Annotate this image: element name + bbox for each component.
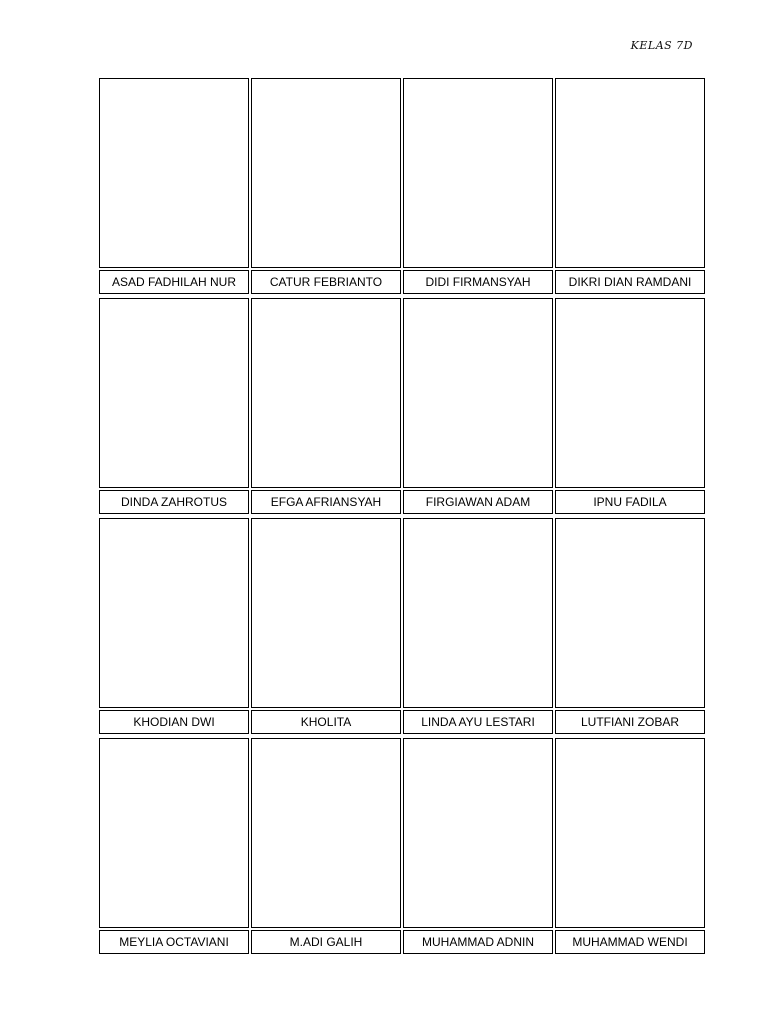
student-name: DINDA ZAHROTUS [99,490,249,514]
photo-frame [251,738,401,928]
student-name: EFGA AFRIANSYAH [251,490,401,514]
student-name: ASAD FADHILAH NUR [99,270,249,294]
student-card [99,518,249,734]
photo-frame [99,518,249,708]
photo-frame [555,78,705,268]
photo-frame [99,738,249,928]
photo-frame [555,738,705,928]
photo-frame [403,518,553,708]
student-card [403,738,553,954]
student-card [251,298,401,514]
student-name: CATUR FEBRIANTO [251,270,401,294]
student-name: M.ADI GALIH [251,930,401,954]
student-card [99,738,249,954]
student-name: DIKRI DIAN RAMDANI [555,270,705,294]
student-name: MUHAMMAD ADNIN [403,930,553,954]
student-card [251,738,401,954]
photo-frame [251,298,401,488]
student-card [403,78,553,294]
photo-frame [99,298,249,488]
photo-frame [403,78,553,268]
photo-frame [251,518,401,708]
student-card [251,78,401,294]
student-name: KHODIAN DWI [99,710,249,734]
class-label: KELAS 7D [630,39,693,52]
student-card [555,738,705,954]
student-name: KHOLITA [251,710,401,734]
photo-frame [555,298,705,488]
student-card [555,518,705,734]
student-card [99,298,249,514]
photo-frame [99,78,249,268]
student-name: MUHAMMAD WENDI [555,930,705,954]
student-card [99,78,249,294]
student-name: LUTFIANI ZOBAR [555,710,705,734]
student-name: MEYLIA OCTAVIANI [99,930,249,954]
student-card [251,518,401,734]
student-card [555,298,705,514]
student-card [403,518,553,734]
photo-frame [403,738,553,928]
photo-frame [403,298,553,488]
photo-frame [251,78,401,268]
student-card [555,78,705,294]
student-name: FIRGIAWAN ADAM [403,490,553,514]
student-name: LINDA AYU LESTARI [403,710,553,734]
student-card [403,298,553,514]
student-name: DIDI FIRMANSYAH [403,270,553,294]
student-photo-grid [99,78,707,954]
student-name: IPNU FADILA [555,490,705,514]
photo-frame [555,518,705,708]
